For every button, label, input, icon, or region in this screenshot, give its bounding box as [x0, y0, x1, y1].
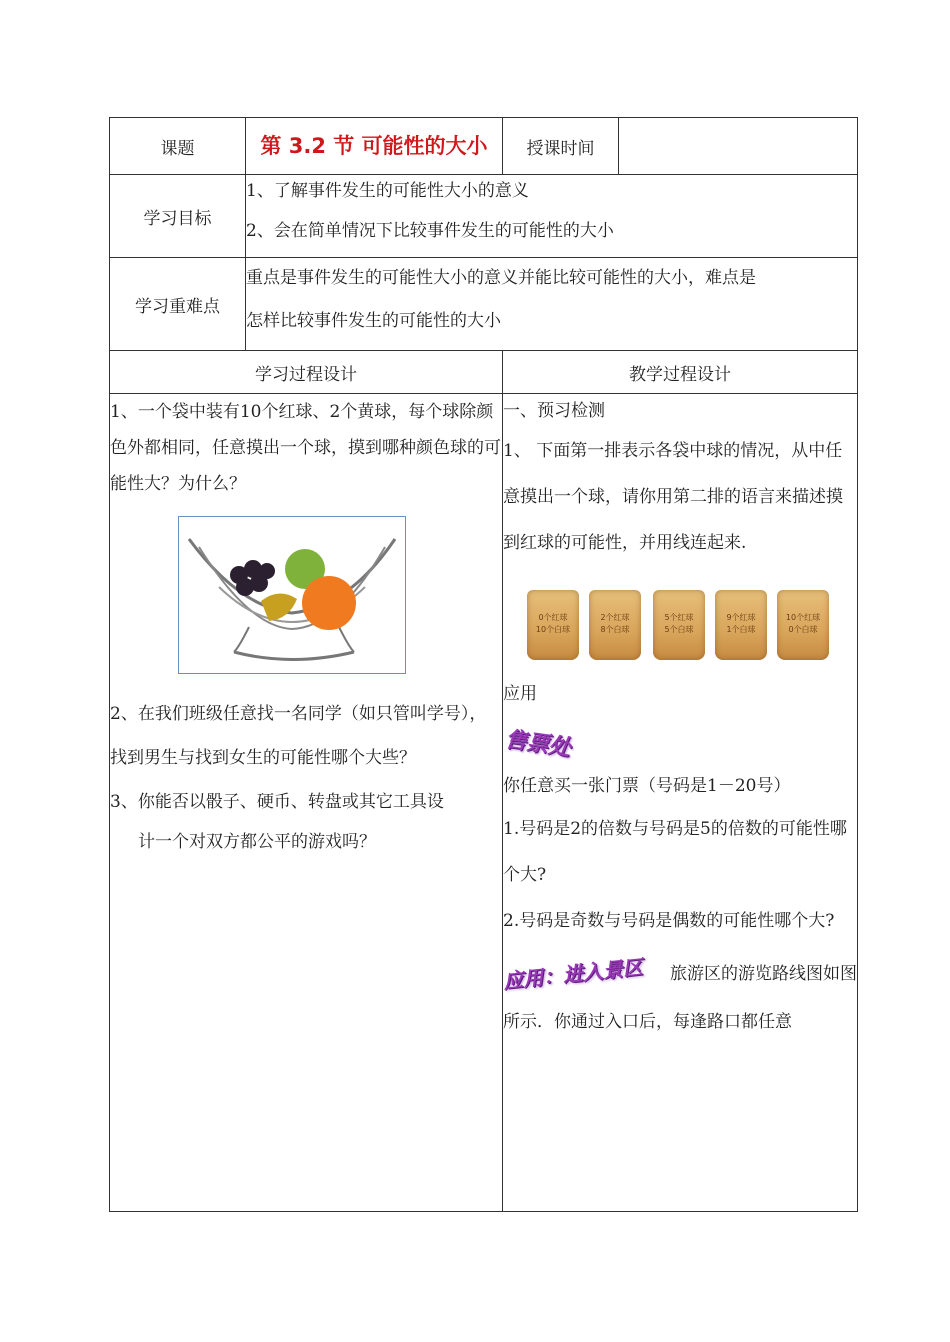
- bag-red-count: 2个红球: [600, 613, 630, 622]
- key-points-text: 怎样比较事件发生的可能性的大小: [246, 311, 501, 331]
- question-multiples: 1.号码是2的倍数与号码是5的倍数的可能性哪个大?: [503, 819, 847, 885]
- objectives-label: 学习目标: [110, 175, 246, 258]
- bag-white-count: 8个白球: [600, 625, 630, 634]
- fruit-basket-image: [178, 516, 406, 674]
- question-3-line-1: 3、你能否以骰子、硬币、转盘或其它工具设: [110, 792, 444, 812]
- question-2: 2、在我们班级任意找一名同学（如只管叫学号），找到男生与找到女生的可能性哪个大些？: [110, 704, 487, 768]
- objective-item: 2、会在简单情况下比较事件发生的可能性的大小: [246, 221, 614, 241]
- ticket-question: 你任意买一张门票（号码是1－20号）: [503, 776, 791, 796]
- left-column-header: 学习过程设计: [110, 351, 503, 394]
- lesson-title: 第 3.2 节 可能性的大小: [246, 118, 503, 175]
- section-heading: 一、预习检测: [503, 401, 605, 421]
- exercise-1: 1、 下面第一排表示各袋中球的情况，从中任意摸出一个球，请你用第二排的语言来描述摸到红球的可能性，并用线连起来.: [503, 441, 843, 553]
- question-1: 1、一个袋中装有10个红球、2个黄球，每个球除颜色外都相同，任意摸出一个球，摸到哪种颜色球的可能性大？为什么？: [110, 402, 501, 494]
- question-3-line-2: 计一个对双方都公平的游戏吗？: [138, 832, 376, 852]
- objective-item: 1、了解事件发生的可能性大小的意义: [246, 181, 529, 201]
- bag-red-count: 0个红球: [538, 613, 568, 622]
- bag: [527, 590, 579, 660]
- route-text-2: 所示．你通过入口后，每逢路口都任意: [503, 1012, 792, 1032]
- left-column-content: [110, 394, 503, 1212]
- key-points-text: 重点是事件发生的可能性大小的意义并能比较可能性的大小，难点是: [246, 268, 756, 288]
- scenic-area-wordart: 应用：进入景区: [502, 954, 644, 994]
- bag: [653, 590, 705, 660]
- bag-white-count: 10个白球: [535, 625, 571, 634]
- lesson-plan-table: [109, 117, 858, 1212]
- question-odd-even: 2.号码是奇数与号码是偶数的可能性哪个大?: [503, 911, 835, 931]
- objectives-row: [110, 175, 858, 258]
- bag-red-count: 10个红球: [785, 613, 821, 622]
- fruit-basket-illustration: [179, 517, 405, 673]
- bag: [777, 590, 829, 660]
- bag-white-count: 0个白球: [788, 625, 818, 634]
- key-points-content: [246, 258, 858, 351]
- route-text-1: 旅游区的游览路线图如图: [670, 964, 857, 984]
- time-label: 授课时间: [503, 118, 619, 175]
- header-row: [110, 118, 858, 175]
- topic-label: 课题: [110, 118, 246, 175]
- key-points-row: [110, 258, 858, 351]
- ticket-office-wordart: 售票处: [503, 727, 573, 762]
- bag: [589, 590, 641, 660]
- right-column-header: 教学过程设计: [503, 351, 858, 394]
- content-row: [110, 394, 858, 1212]
- bag-white-count: 1个白球: [726, 625, 756, 634]
- ball-bags-image: [515, 590, 857, 662]
- key-points-label: 学习重难点: [110, 258, 246, 351]
- bag-red-count: 5个红球: [664, 613, 694, 622]
- bag: [715, 590, 767, 660]
- objectives-content: [246, 175, 858, 258]
- column-headers-row: [110, 351, 858, 394]
- scenic-row: [503, 948, 857, 1000]
- bag-white-count: 5个白球: [664, 625, 694, 634]
- apply-heading: 应用: [503, 684, 537, 704]
- bag-red-count: 9个红球: [726, 613, 756, 622]
- right-column-content: [503, 394, 858, 1212]
- time-value: [619, 118, 858, 175]
